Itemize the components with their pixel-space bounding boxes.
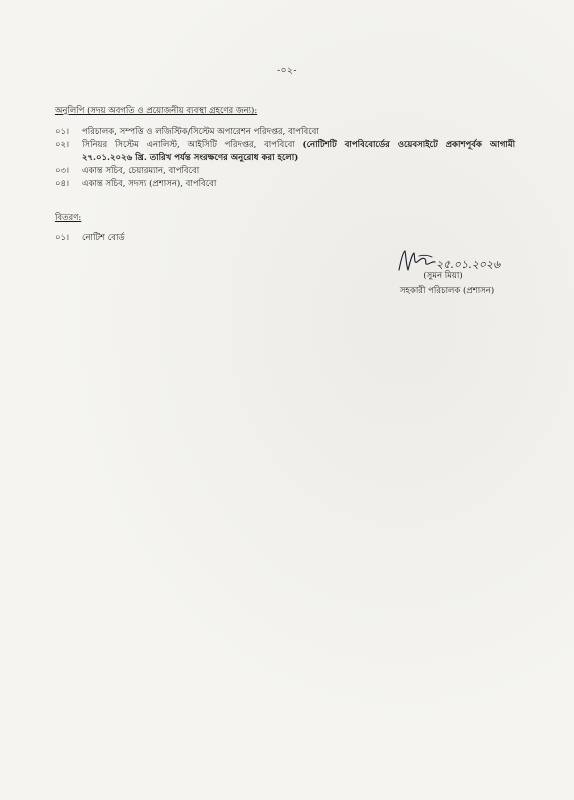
signer-title: সহকারী পরিচালক (প্রশাসন): [399, 286, 495, 296]
distribution-item-number: ০১।: [55, 233, 70, 243]
copy-item-number: ০১।: [55, 127, 70, 137]
copy-list: [55, 126, 515, 191]
copy-item-number: ০৪।: [55, 178, 70, 189]
signer-name: (সুমন মিয়া): [423, 271, 463, 281]
copy-item-number: ০৩।: [55, 165, 70, 176]
distribution-item-text: নোটিশ বোর্ড: [82, 233, 125, 243]
distribution-list-item: [55, 232, 515, 245]
copy-list-item: [55, 139, 515, 164]
copy-item-text: সিনিয়র সিস্টেম এনালিস্ট, আইসিটি পরিদপ্তর, বাপবিবো (নোটিশটি বাপবিবোর্ডের ওয়েবসাইটে প্রকাশপূর্বক আগামী ২৭.০১.২০২৬ খ্রি. তারিখ পর্যন্ত সংরক্ষণের অনুরোধ করা হলো): [82, 140, 516, 163]
copy-item-text: একান্ত সচিব, চেয়ারম্যান, বাপবিবো: [82, 165, 200, 176]
distribution-list: [55, 232, 515, 245]
copy-item-number: ০২।: [55, 140, 70, 150]
copy-section-heading: অনুলিপি (সদয় অবগতি ও প্রয়োজনীয় ব্যবস্থা গ্রহণের জন্য):: [55, 106, 258, 116]
copy-list-item: [55, 126, 515, 139]
copy-item-bold-note: (নোটিশটি বাপবিবোর্ডের ওয়েবসাইটে প্রকাশপূর্বক আগামী ২৭.০১.২০২৬ খ্রি. তারিখ পর্যন্ত সংরক্ষণের অনুরোধ করা হলো): [82, 140, 516, 163]
distribution-section-heading: বিতরণ:: [55, 213, 82, 223]
copy-list-item: [55, 165, 515, 178]
copy-item-text: একান্ত সচিব, সদস্য (প্রশাসন), বাপবিবো: [82, 178, 217, 189]
signature-date: ২৫.০১.২০২৬: [436, 258, 501, 271]
page-number: -০২-: [277, 66, 297, 76]
copy-item-text: পরিচালক, সম্পত্তি ও লজিস্টিক/সিস্টেম অপারেশন পরিদপ্তর, বাপবিবো: [82, 127, 319, 137]
copy-list-item: [55, 178, 515, 191]
